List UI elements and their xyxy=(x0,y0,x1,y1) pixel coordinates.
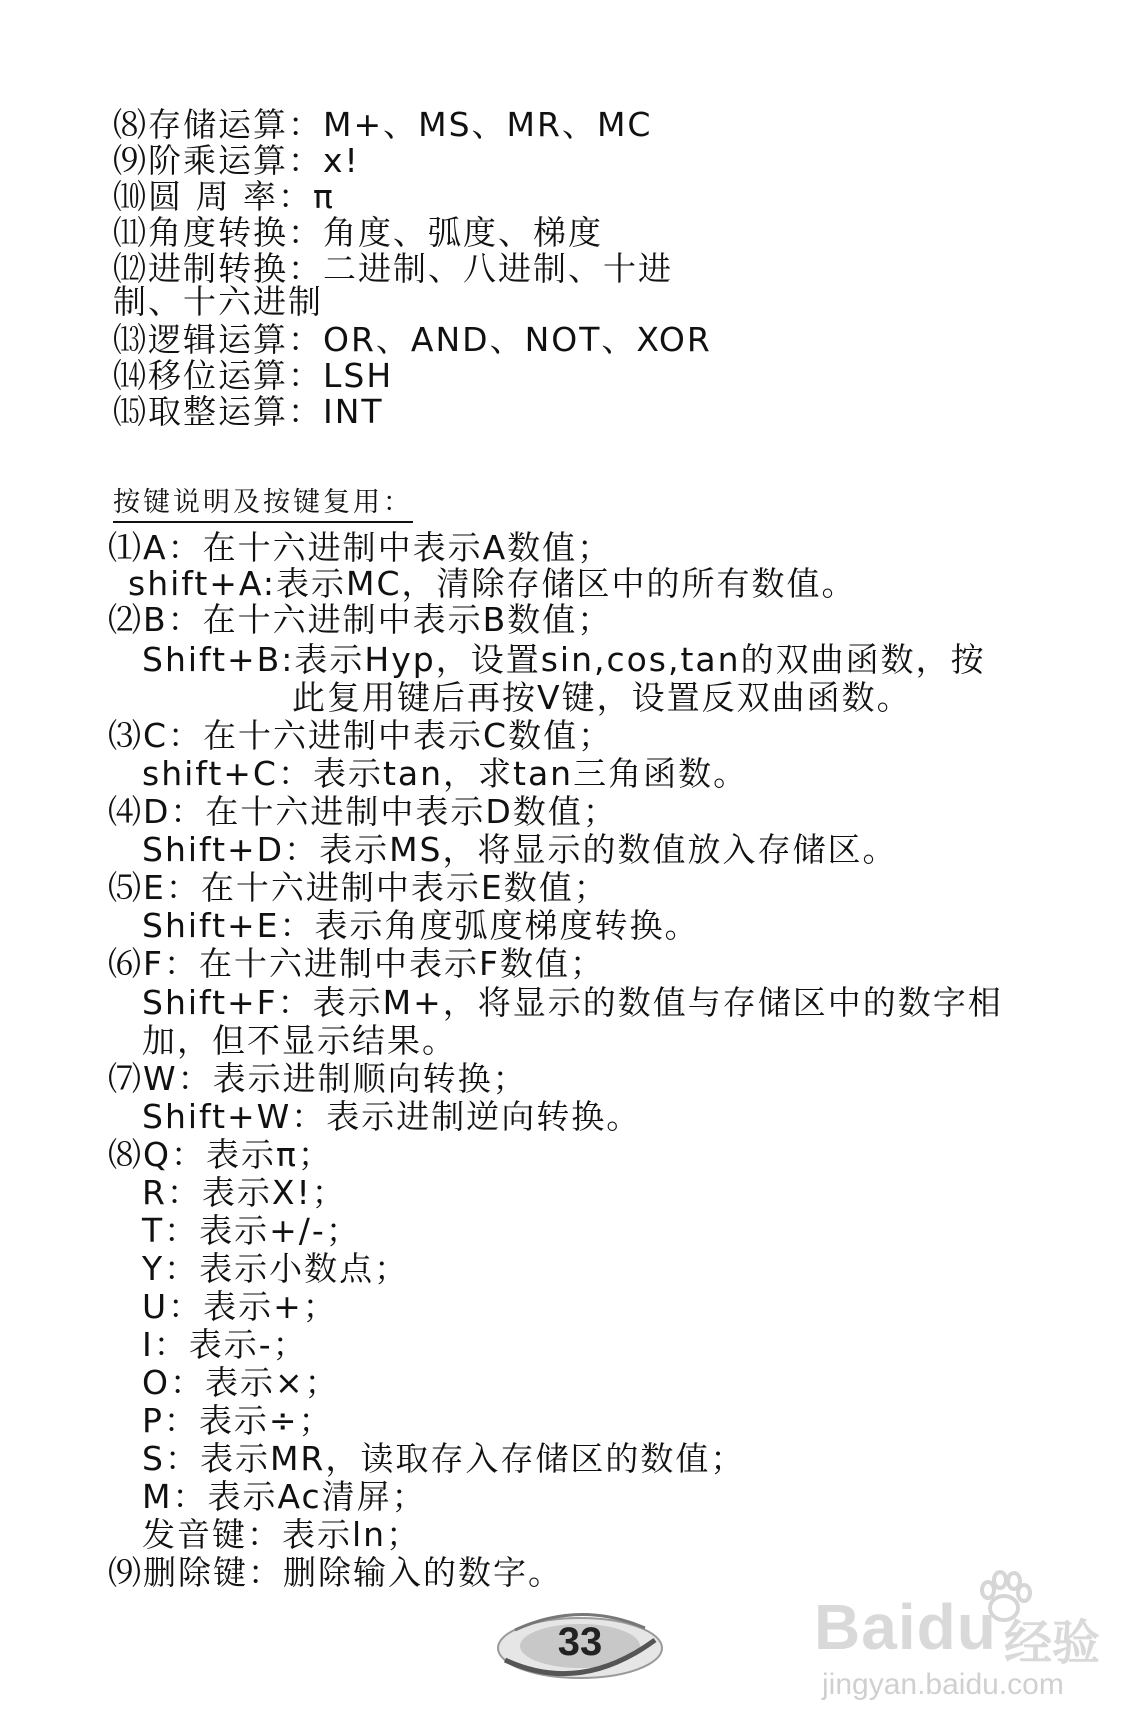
key-a-shift: shift+A:表示MC，清除存储区中的所有数值。 xyxy=(128,564,857,603)
section-title: 按键说明及按键复用： xyxy=(113,486,413,523)
key-delete: ⑼删除键：删除输入的数字。 xyxy=(108,1553,563,1592)
watermark-brand-cn: 经验 xyxy=(1004,1615,1101,1671)
feature-logic: ⒀逻辑运算：OR、AND、NOT、XOR xyxy=(113,320,712,359)
key-c: ⑶C：在十六进制中表示C数值； xyxy=(108,716,614,755)
key-s: S：表示MR，读取存入存储区的数值； xyxy=(142,1439,746,1478)
key-d: ⑷D：在十六进制中表示D数值； xyxy=(108,792,618,831)
key-u: U：表示+； xyxy=(142,1287,338,1326)
feature-base-cont: 制、十六进制 xyxy=(113,282,323,321)
key-r: R：表示X!； xyxy=(142,1173,347,1212)
key-d-shift: Shift+D：表示MS，将显示的数值放入存储区。 xyxy=(142,830,898,869)
key-f: ⑹F：在十六进制中表示F数值； xyxy=(108,944,605,983)
key-e: ⑸E：在十六进制中表示E数值； xyxy=(108,868,609,907)
key-i: I：表示-； xyxy=(142,1325,308,1364)
baidu-watermark xyxy=(814,1560,1104,1720)
key-b-shift: Shift+B:表示Hyp，设置sin,cos,tan的双曲函数，按 xyxy=(142,640,986,679)
key-f-shift: Shift+F：表示M+，将显示的数值与存储区中的数字相 xyxy=(142,983,1003,1022)
page-number: 33 xyxy=(557,1620,603,1664)
feature-shift: ⒁移位运算：LSH xyxy=(113,356,394,395)
feature-angle: ⑾角度转换：角度、弧度、梯度 xyxy=(113,213,603,252)
key-y: Y：表示小数点； xyxy=(142,1249,410,1288)
key-w: ⑺W：表示进制顺向转换； xyxy=(108,1059,528,1098)
watermark-url: jingyan.baidu.com xyxy=(822,1668,1064,1701)
key-q: ⑻Q：表示π； xyxy=(108,1135,333,1174)
feature-base: ⑿进制转换：二进制、八进制、十进 xyxy=(113,249,673,288)
page-number-badge xyxy=(495,1600,665,1690)
feature-memory: ⑻存储运算：M+、MS、MR、MC xyxy=(113,105,653,144)
key-t: T：表示+/-； xyxy=(142,1211,361,1250)
key-e-shift: Shift+E：表示角度弧度梯度转换。 xyxy=(142,906,700,945)
key-m: M：表示Ac清屏； xyxy=(142,1477,427,1516)
feature-factorial: ⑼阶乘运算：x! xyxy=(113,141,360,180)
key-b-shift-cont: 此复用键后再按V键，设置反双曲函数。 xyxy=(292,678,912,717)
key-b: ⑵B：在十六进制中表示B数值； xyxy=(108,600,613,639)
watermark-brand: Baidu xyxy=(814,1591,997,1663)
key-p: P：表示÷； xyxy=(142,1401,334,1440)
feature-pi: ⑽圆 周 率：π xyxy=(113,177,335,216)
key-c-shift: shift+C：表示tan，求tan三角函数。 xyxy=(142,754,749,793)
key-sound: 发音键：表示ln； xyxy=(142,1515,422,1554)
key-a: ⑴A：在十六进制中表示A数值； xyxy=(108,528,613,567)
key-w-shift: Shift+W：表示进制逆向转换。 xyxy=(142,1097,642,1136)
feature-int: ⒂取整运算：INT xyxy=(113,392,384,431)
key-o: O：表示×； xyxy=(142,1363,340,1402)
key-f-shift-cont: 加，但不显示结果。 xyxy=(142,1021,457,1060)
